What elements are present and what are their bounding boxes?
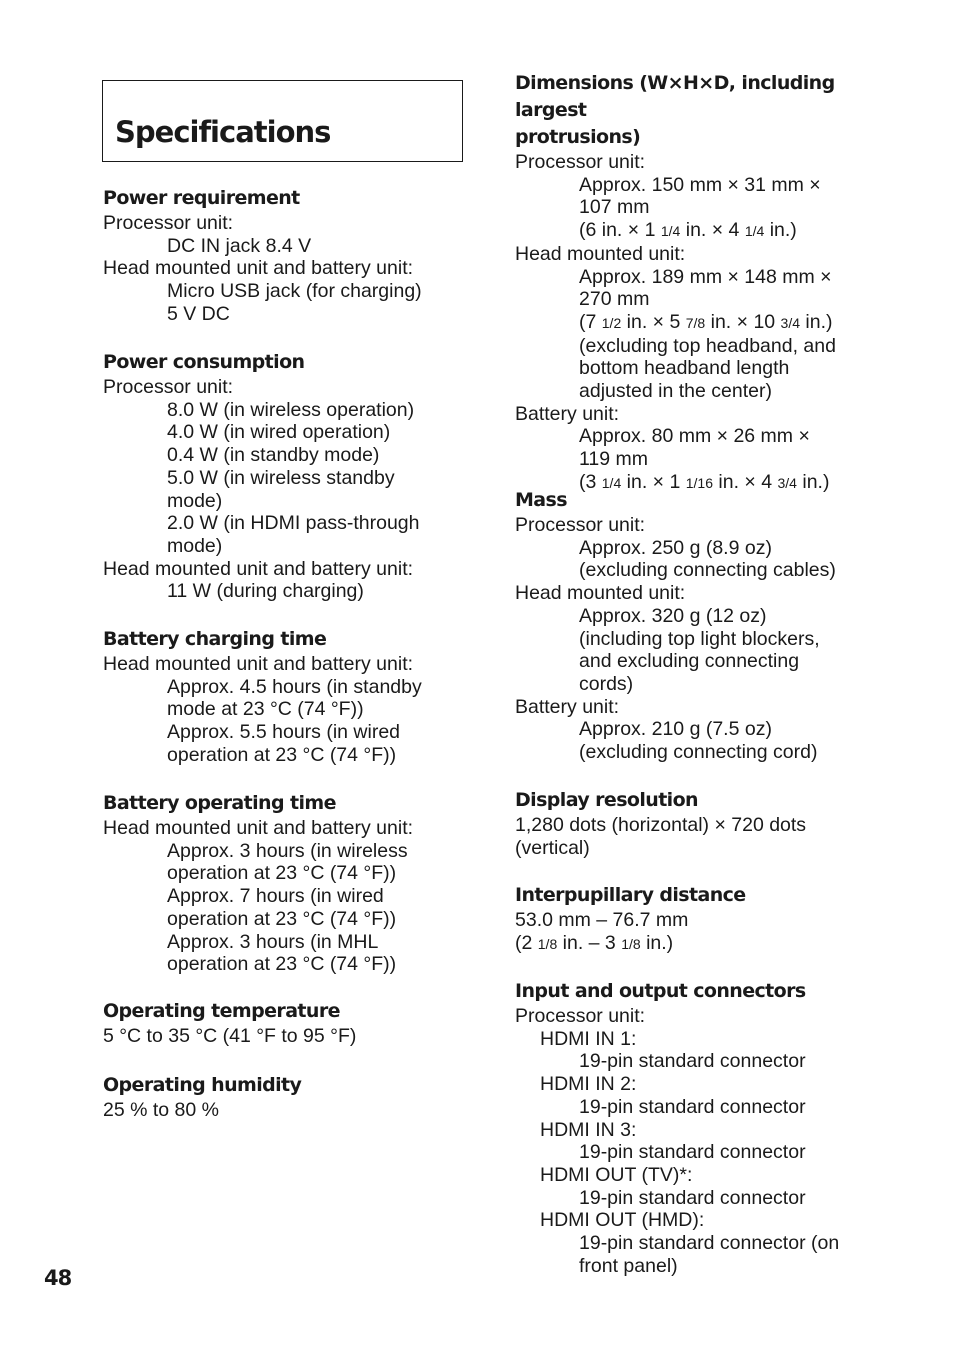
- spec-label: Processor unit:: [515, 514, 646, 536]
- spec-label: (2 1/8 in. – 3 1/8 in.): [515, 931, 674, 954]
- spec-value: 270 mm: [579, 288, 650, 311]
- spec-value: Approx. 5.5 hours (in wired: [167, 721, 401, 744]
- spec-section-interpupillary-distance: [515, 882, 895, 955]
- spec-section-display-resolution: [515, 787, 895, 859]
- spec-label: Head mounted unit and battery unit:: [103, 557, 414, 580]
- spec-value: 119 mm: [579, 448, 648, 471]
- spec-sublabel: HDMI IN 3:: [540, 1118, 637, 1141]
- spec-value: front panel): [579, 1254, 678, 1277]
- section-heading: Operating humidity: [103, 1074, 302, 1096]
- spec-value: 2.0 W (in HDMI pass-through: [167, 512, 420, 535]
- fraction: 1/8: [537, 935, 558, 952]
- spec-value: mode): [167, 489, 223, 512]
- spec-sublabel: HDMI IN 1:: [540, 1027, 637, 1050]
- spec-label: Head mounted unit and battery unit:: [103, 653, 414, 675]
- spec-value: (3 1/4 in. × 1 1/16 in. × 4 3/4 in.): [579, 470, 830, 493]
- spec-value: 5.0 W (in wireless standby: [167, 466, 395, 489]
- spec-section-input-and-output-connectors: [515, 978, 895, 1277]
- spec-section-operating-humidity: [103, 1072, 473, 1122]
- spec-value: bottom headband length: [579, 357, 790, 380]
- spec-value: 19-pin standard connector: [579, 1095, 806, 1118]
- fraction: 3/4: [780, 314, 801, 331]
- spec-value: Approx. 189 mm × 148 mm ×: [579, 265, 832, 288]
- section-heading: Input and output connectors: [515, 980, 806, 1002]
- spec-label: Processor unit:: [515, 1005, 646, 1027]
- spec-value: 19-pin standard connector: [579, 1186, 806, 1209]
- spec-sublabel: HDMI IN 2:: [540, 1073, 637, 1096]
- spec-label: 1,280 dots (horizontal) × 720 dots: [515, 814, 807, 836]
- fraction: 7/8: [685, 314, 706, 331]
- spec-value: Approx. 3 hours (in wireless: [167, 839, 408, 862]
- spec-label: Processor unit:: [515, 151, 646, 173]
- spec-value: 19-pin standard connector (on: [579, 1232, 840, 1255]
- section-heading: Battery operating time: [103, 792, 336, 814]
- spec-sublabel: HDMI OUT (HMD):: [540, 1209, 705, 1232]
- fraction: 1/4: [601, 474, 622, 491]
- spec-value: (excluding connecting cables): [579, 559, 836, 582]
- spec-value: DC IN jack 8.4 V: [167, 234, 312, 257]
- spec-section-battery-operating-time: [103, 790, 473, 976]
- spec-label: 53.0 mm – 76.7 mm: [515, 909, 689, 931]
- page-title: Specifications: [115, 115, 331, 149]
- spec-value: Approx. 3 hours (in MHL: [167, 930, 379, 953]
- spec-section-operating-temperature: [103, 998, 473, 1048]
- spec-label: Head mounted unit and battery unit:: [103, 257, 414, 280]
- spec-value: operation at 23 °C (74 °F)): [167, 743, 397, 766]
- spec-value: (excluding connecting cord): [579, 741, 818, 764]
- spec-section-mass: [515, 487, 895, 764]
- spec-value: Approx. 7 hours (in wired: [167, 885, 384, 908]
- spec-label: Processor unit:: [103, 376, 234, 398]
- spec-value: adjusted in the center): [579, 380, 772, 403]
- spec-value: (7 1/2 in. × 5 7/8 in. × 10 3/4 in.): [579, 310, 833, 333]
- spec-section-power-requirement: [103, 185, 473, 326]
- spec-section-dimensions-w-h-d-including-largest-protrusions: [515, 70, 895, 495]
- spec-label: Head mounted unit and battery unit:: [103, 817, 414, 839]
- spec-value: 19-pin standard connector: [579, 1050, 806, 1073]
- spec-value: (including top light blockers,: [579, 627, 820, 650]
- spec-value: Approx. 4.5 hours (in standby: [167, 675, 422, 698]
- spec-label: Battery unit:: [515, 402, 620, 425]
- spec-section-battery-charging-time: [103, 626, 473, 767]
- spec-value: mode at 23 °C (74 °F)): [167, 698, 364, 721]
- spec-value: 19-pin standard connector: [579, 1141, 806, 1164]
- spec-value: 0.4 W (in standby mode): [167, 444, 380, 467]
- spec-label: Battery unit:: [515, 695, 620, 718]
- spec-value: operation at 23 °C (74 °F)): [167, 907, 397, 930]
- section-heading: Display resolution: [515, 789, 698, 811]
- fraction: 3/4: [777, 474, 797, 491]
- spec-value: Approx. 210 g (7.5 oz): [579, 718, 772, 741]
- spec-value: 4.0 W (in wired operation): [167, 421, 391, 444]
- spec-value: (excluding top headband, and: [579, 334, 836, 357]
- spec-value: Approx. 320 g (12 oz): [579, 604, 767, 627]
- spec-section-power-consumption: [103, 349, 473, 603]
- fraction: 1/16: [685, 474, 713, 491]
- page-number: 48: [44, 1266, 72, 1290]
- section-heading: Battery charging time: [103, 628, 327, 650]
- spec-sublabel: HDMI OUT (TV)*:: [540, 1163, 693, 1186]
- spec-value: Micro USB jack (for charging): [167, 280, 422, 303]
- spec-label: Head mounted unit:: [515, 242, 686, 265]
- spec-value: (6 in. × 1 1/4 in. × 4 1/4 in.): [579, 219, 797, 242]
- spec-value: Approx. 80 mm × 26 mm ×: [579, 425, 810, 448]
- spec-label: 5 °C to 35 °C (41 °F to 95 °F): [103, 1025, 357, 1047]
- spec-value: 107 mm: [579, 196, 650, 219]
- spec-label: Processor unit:: [103, 212, 234, 234]
- fraction: 1/4: [660, 223, 681, 240]
- fraction: 1/2: [601, 314, 622, 331]
- spec-value: and excluding connecting: [579, 650, 800, 673]
- spec-value: operation at 23 °C (74 °F)): [167, 862, 397, 885]
- section-heading: Operating temperature: [103, 1000, 340, 1022]
- spec-value: 8.0 W (in wireless operation): [167, 398, 415, 421]
- spec-label: 25 % to 80 %: [103, 1099, 219, 1121]
- spec-value: mode): [167, 534, 223, 557]
- spec-value: cords): [579, 672, 634, 695]
- fraction: 1/4: [744, 223, 765, 240]
- section-heading: Dimensions (W×H×D, including largest protrusions): [515, 72, 835, 148]
- spec-value: Approx. 150 mm × 31 mm ×: [579, 173, 821, 196]
- section-heading: Mass: [515, 489, 567, 511]
- section-heading: Power consumption: [103, 351, 305, 373]
- spec-value: 5 V DC: [167, 302, 230, 325]
- spec-value: Approx. 250 g (8.9 oz): [579, 536, 772, 559]
- section-heading: Power requirement: [103, 187, 300, 209]
- fraction: 1/8: [621, 935, 641, 952]
- page-title-box: [102, 80, 463, 162]
- section-heading: Interpupillary distance: [515, 884, 746, 906]
- spec-value: operation at 23 °C (74 °F)): [167, 953, 397, 976]
- spec-label: Head mounted unit:: [515, 582, 686, 605]
- spec-label: (vertical): [515, 836, 590, 859]
- spec-value: 11 W (during charging): [167, 580, 364, 603]
